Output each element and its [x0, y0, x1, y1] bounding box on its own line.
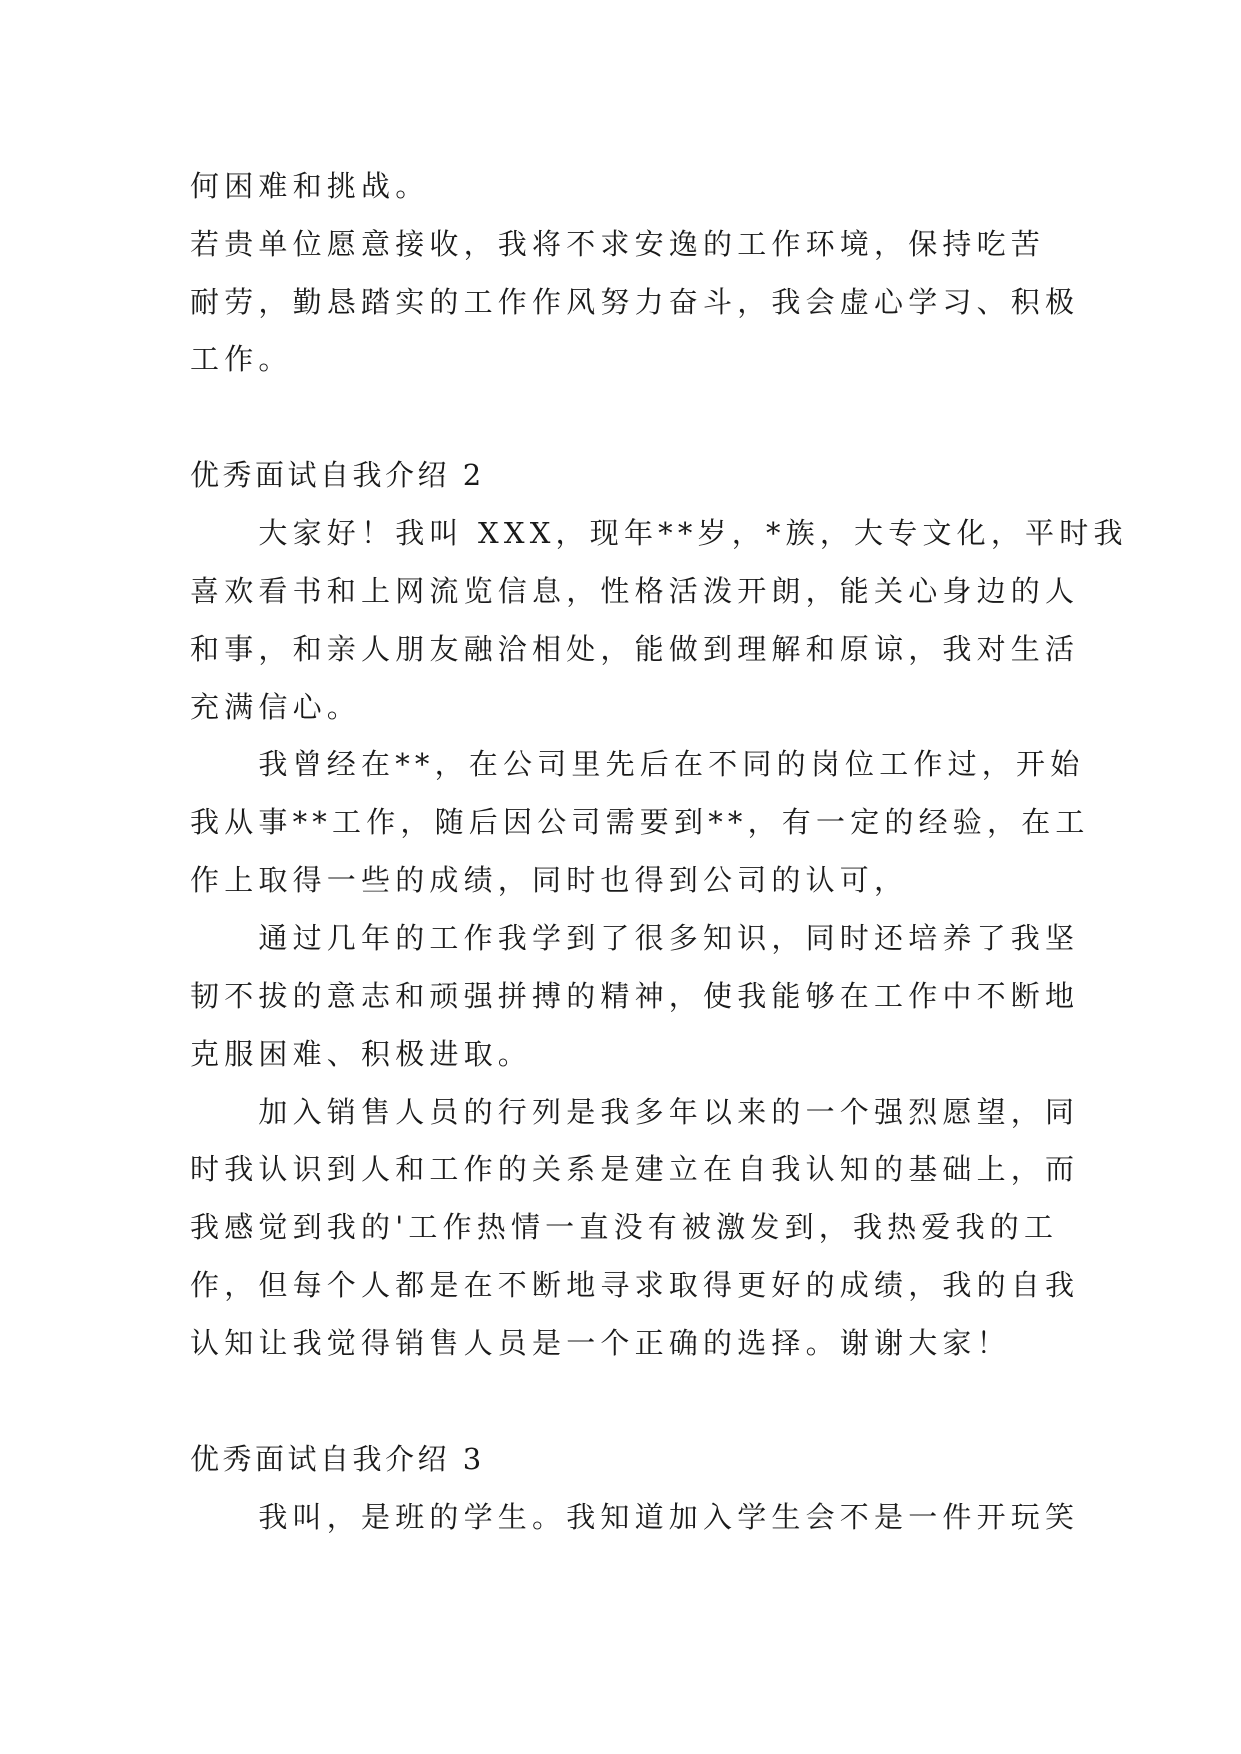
- text-line: 喜欢看书和上网流览信息，性格活泼开朗，能关心身边的人: [190, 574, 1080, 608]
- text-line: 克服困难、积极进取。: [190, 1037, 533, 1071]
- text-line: 作，但每个人都是在不断地寻求取得更好的成绩，我的自我: [190, 1268, 1080, 1302]
- text-line: 何困难和挑战。: [190, 169, 430, 203]
- text-line: 加入销售人员的行列是我多年以来的一个强烈愿望，同: [190, 1095, 1080, 1129]
- text-line: 作上取得一些的成绩，同时也得到公司的认可，: [190, 863, 909, 897]
- text-line: 我从事**工作，随后因公司需要到**，有一定的经验，在工: [190, 805, 1090, 839]
- section-heading: 优秀面试自我介绍 2: [190, 458, 485, 492]
- text-line: 工作。: [190, 342, 293, 376]
- text-line: 若贵单位愿意接收，我将不求安逸的工作环境，保持吃苦: [190, 227, 1046, 261]
- text-line: 我叫，是班的学生。我知道加入学生会不是一件开玩笑: [190, 1500, 1080, 1534]
- section-heading: 优秀面试自我介绍 3: [190, 1442, 485, 1476]
- text-line: 通过几年的工作我学到了很多知识，同时还培养了我坚: [190, 921, 1080, 955]
- text-line: 充满信心。: [190, 690, 362, 724]
- text-line: 时我认识到人和工作的关系是建立在自我认知的基础上，而: [190, 1152, 1080, 1186]
- text-line: 韧不拔的意志和顽强拼搏的精神，使我能够在工作中不断地: [190, 979, 1080, 1013]
- text-line: 大家好！我叫 XXX，现年**岁，*族，大专文化，平时我: [190, 516, 1128, 550]
- text-line: 我曾经在**，在公司里先后在不同的岗位工作过，开始: [190, 747, 1085, 781]
- text-line: 和事，和亲人朋友融洽相处，能做到理解和原谅，我对生活: [190, 632, 1080, 666]
- text-line: 我感觉到我的'工作热情一直没有被激发到，我热爱我的工: [190, 1210, 1059, 1244]
- text-line: 认知让我觉得销售人员是一个正确的选择。谢谢大家！: [190, 1326, 1011, 1360]
- text-line: 耐劳，勤恳踏实的工作作风努力奋斗，我会虚心学习、积极: [190, 285, 1080, 319]
